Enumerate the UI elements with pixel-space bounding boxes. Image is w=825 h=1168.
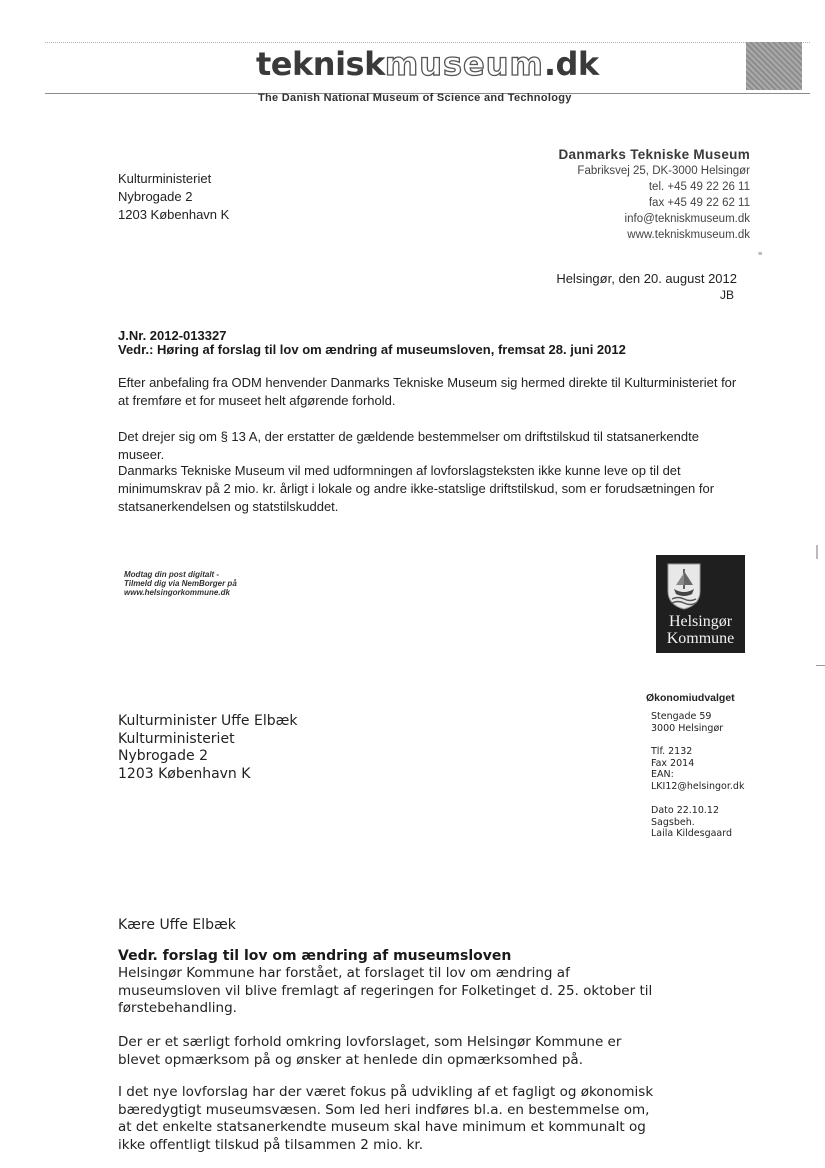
stamp-line: www.helsingorkommune.dk [124,588,230,597]
address-line: Nybrogade 2 [118,748,208,764]
address-line: Kulturministeriet [118,730,235,747]
scan-mark [746,42,802,90]
address-line: Nybrogade 2 [118,189,193,204]
top-divider [45,42,810,43]
info-line: Tlf. 2132 [651,746,693,757]
letter1-recipient-address [118,170,229,224]
coat-of-arms-icon [664,561,704,611]
letter2-paragraph: Der er et særligt forhold omkring lovforslaget, som Helsingør Kommune er blevet opmærksom på og ønsker at henlede din opmærksomhed på. [118,1034,622,1068]
sender-line: Fabriksvej 25, DK-3000 Helsingør [577,165,750,177]
logo-part-dk: .dk [543,45,599,83]
sender-line: info@tekniskmuseum.dk [624,213,750,225]
letter1-subject: Vedr.: Høring af forslag til lov om ændring af museumsloven, fremsat 28. juni 2012 [118,342,626,357]
address-line: 1203 København K [118,207,230,222]
letter1-paragraph: Efter anbefaling fra ODM henvender Danmarks Tekniske Museum sig hermed direkte til Kulturministeriet for at fremføre et for museet helt afgørende forhold. [118,375,737,408]
letter2-recipient-address [118,713,297,783]
info-line: Dato 22.10.12 [651,805,719,816]
info-line: Sagsbeh. [651,816,695,828]
stamp-line: Modtag din post digitalt - [124,570,220,579]
municipality-name-line2: Kommune [666,630,735,647]
address-line: Kulturminister Uffe Elbæk [118,713,298,729]
sender-line: www.tekniskmuseum.dk [627,229,750,241]
info-line: EAN: [651,769,674,780]
address-line: Kulturministeriet [118,171,212,186]
sender-block [558,147,750,243]
logo-part-teknisk: teknisk [256,45,385,83]
letter1-paragraph: Det drejer sig om § 13 A, der erstatter de gældende bestemmelser om driftstilskud til statsanerkendte museer. [118,429,699,462]
letter2-subject: Vedr. forslag til lov om ændring af museumsloven [118,948,512,964]
letter1-paragraph: Danmarks Tekniske Museum vil med udformningen af lovforslagsteksten ikke kunne leve op til det minimumskrav på 2 mio. kr. årligt i lokale og andre ikke-statslige driftstilskud, som er forudsætningen for statsanerkendelsen og statstilskuddet. [118,463,715,514]
address-line: 1203 København K [118,765,251,782]
info-block-contact [651,746,744,792]
letter2-greeting: Kære Uffe Elbæk [118,917,236,933]
municipality-name-line1: Helsingør [668,613,733,630]
info-line: Fax 2014 [651,757,695,769]
sender-name: Danmarks Tekniske Museum [558,147,750,162]
small-mark: ≡ [758,251,763,258]
info-block-address [651,711,723,734]
digital-post-stamp [124,570,237,597]
department-name: Økonomiudvalget [646,692,735,704]
info-line: Laila Kildesgaard [651,828,733,839]
scan-edge-mark [816,545,818,559]
logo-part-museum: museum [384,45,544,83]
journal-number: J.Nr. 2012-013327 [118,328,227,343]
sender-line: fax +45 49 22 62 11 [648,197,750,209]
info-line: LKI12@helsingor.dk [651,780,745,792]
letter2-paragraph: I det nye lovforslag har der været fokus på udvikling af et fagligt og økonomisk bæredygtigt museumsvæsen. Som led heri indføres bl.a. en bestemmelse om, at det enkelte statsanerkendte museum skal have minimum et kommunalt og ikke offentligt tilskud på tilsammen 2 mio. kr. [118,1084,654,1153]
info-line: Stengade 59 [651,711,712,722]
info-block-case [651,805,732,840]
letter2-paragraph: Helsingør Kommune har forstået, at forslaget til lov om ændring af museumsloven vil blive fremlagt af regeringen for Folketinget d. 25. oktober til førstebehandling. [118,965,653,1016]
sender-line: tel. +45 49 22 26 11 [648,181,750,193]
scan-edge-mark [816,665,825,666]
letter1-date: Helsingør, den 20. august 2012 [556,271,737,286]
museum-logo [256,44,599,84]
museum-tagline: The Danish National Museum of Science and Technology [258,92,572,104]
letter1-initials: JB [720,288,735,302]
info-line: 3000 Helsingør [651,722,724,734]
stamp-line: Tilmeld dig via NemBorger på [124,579,237,588]
municipality-logo [656,555,745,653]
